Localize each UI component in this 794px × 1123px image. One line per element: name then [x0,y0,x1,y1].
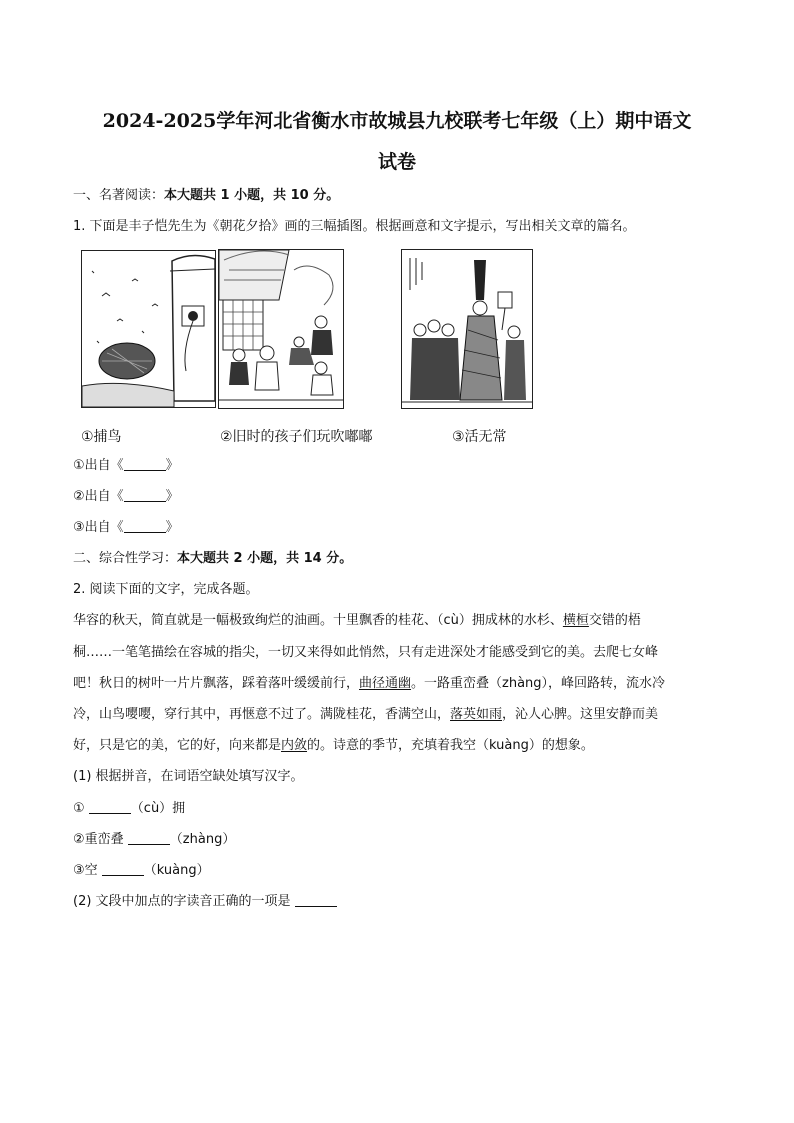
passage-line-3: 吧！秋日的树叶一片片飘落，踩着落叶缓缓前行，曲径通幽。一路重峦叠（zhàng），峰回路转，流水冷 [73,676,666,691]
page-title: 2024-2025学年河北省衡水市故城县九校联考七年级（上）期中语文 [102,110,692,132]
caption-children-playing: ②旧时的孩子们玩吹嘟嘟 [220,429,373,445]
fill-blank[interactable] [102,863,144,876]
caption-bird-catching: ①捕鸟 [81,429,122,445]
illustration-children-playing-icon [218,249,344,409]
sub-question-1: (1) 根据拼音，在词语空缺处填写汉字。 [73,769,304,784]
answer-line-3: ③出自《 》 [73,520,179,535]
fill-line-1: ① （cù）拥 [73,801,186,816]
page-title-continued: 试卷 [377,151,416,173]
illustration-bird-catching-icon [81,250,216,408]
answer-blank[interactable] [124,489,166,502]
answer-blank[interactable] [124,520,166,533]
fill-line-3: ③空 （kuàng） [73,863,210,878]
answer-line-2: ②出自《 》 [73,489,179,504]
fill-blank[interactable] [128,832,170,845]
fill-blank[interactable] [89,801,131,814]
caption-wuchang: ③活无常 [452,429,507,445]
passage-line-2: 桐……一笔笔描绘在容城的指尖，一切又来得如此悄然，只有走进深处才能感受到它的美。去爬七女峰 [73,645,659,660]
passage-line-1: 华容的秋天，简直就是一幅极致绚烂的油画。十里飘香的桂花、（cù）拥成林的水杉、横桓交错的梧 [73,613,641,628]
passage-line-5: 好，只是它的美，它的好，向来都是内敛的。诗意的季节，充填着我空（kuàng）的想象。 [73,738,594,753]
question-2: 2. 阅读下面的文字，完成各题。 [73,582,259,597]
fill-line-2: ②重峦叠 （zhàng） [73,832,236,847]
illustration-wuchang-parade-icon [401,249,533,409]
answer-blank[interactable] [295,894,337,907]
question-1: 1. 下面是丰子恺先生为《朝花夕拾》画的三幅插图。根据画意和文字提示，写出相关文章的篇名。 [73,219,636,234]
passage-line-4: 冷，山鸟嘤嘤，穿行其中，再惬意不过了。满陇桂花，香满空山，落英如雨，沁人心脾。这里安静而美 [73,707,659,722]
answer-blank[interactable] [124,458,166,471]
section2-heading: 二、综合性学习：本大题共 2 小题，共 14 分。 [73,551,353,566]
answer-line-1: ①出自《 》 [73,458,179,473]
sub-question-2: (2) 文段中加点的字读音正确的一项是 [73,894,723,910]
section1-heading: 一、名著阅读：本大题共 1 小题，共 10 分。 [73,188,340,203]
